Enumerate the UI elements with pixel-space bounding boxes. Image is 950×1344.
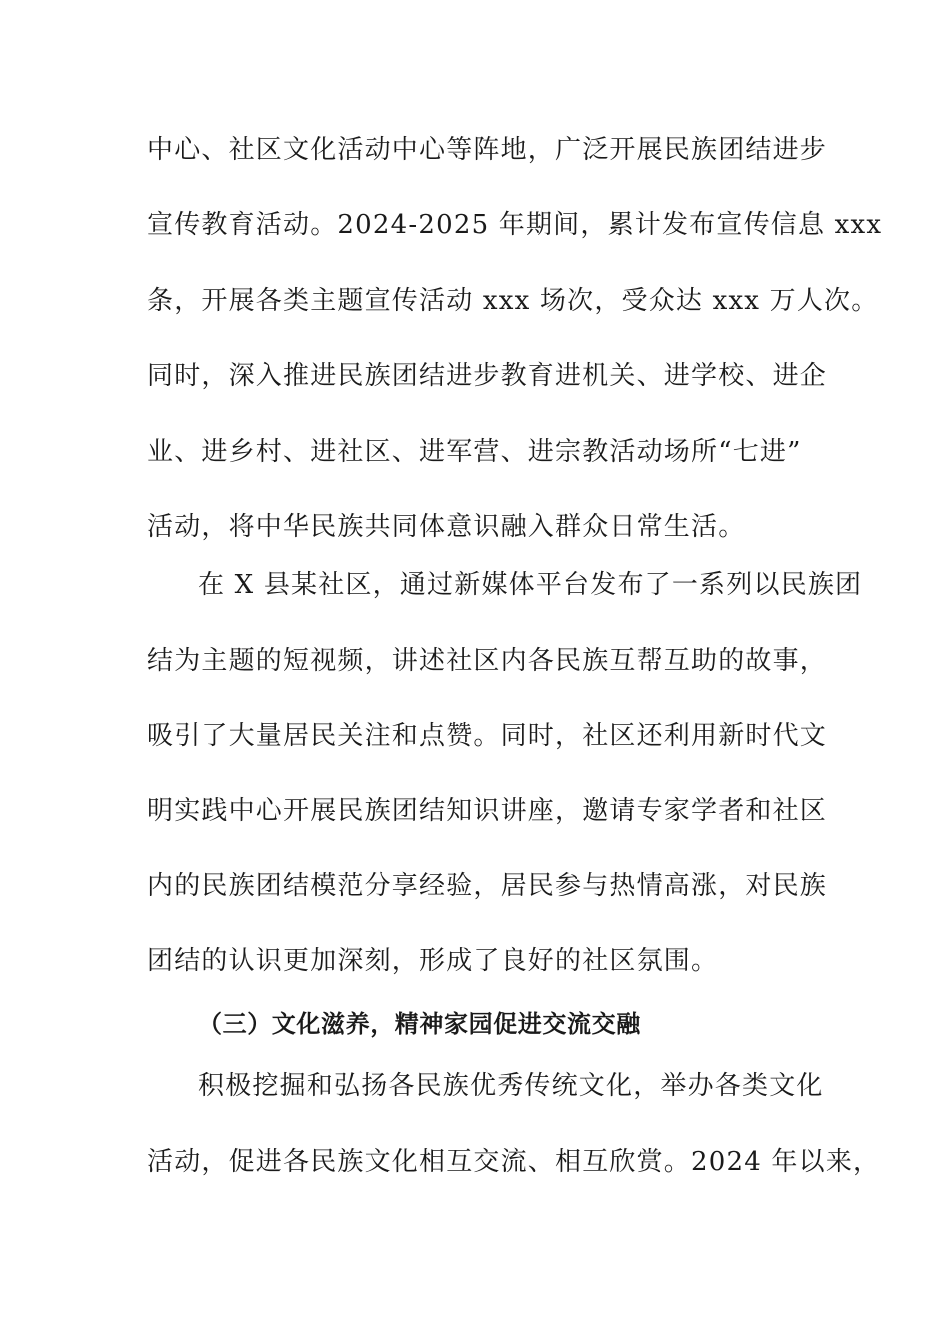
section-heading: （三）文化滋养，精神家园促进交流交融 (198, 1010, 641, 1038)
text-line: 积极挖掘和弘扬各民族优秀传统文化，举办各类文化 (198, 1071, 824, 1101)
text-line: 活动，将中华民族共同体意识融入群众日常生活。 (147, 512, 746, 542)
text-line: 中心、社区文化活动中心等阵地，广泛开展民族团结进步 (147, 135, 828, 165)
text-line: 吸引了大量居民关注和点赞。同时，社区还利用新时代文 (147, 721, 828, 751)
text-line: 同时，深入推进民族团结进步教育进机关、进学校、进企 (147, 361, 828, 391)
text-line: 在 X 县某社区，通过新媒体平台发布了一系列以民族团 (198, 570, 863, 600)
text-line: 团结的认识更加深刻，形成了良好的社区氛围。 (147, 946, 719, 976)
text-line: 明实践中心开展民族团结知识讲座，邀请专家学者和社区 (147, 796, 828, 826)
text-line: 内的民族团结模范分享经验，居民参与热情高涨，对民族 (147, 871, 828, 901)
text-line: 宣传教育活动。2024-2025 年期间，累计发布宣传信息 xxx (147, 210, 883, 240)
text-line: 业、进乡村、进社区、进军营、进宗教活动场所“七进” (147, 437, 802, 467)
text-line: 结为主题的短视频，讲述社区内各民族互帮互助的故事， (147, 646, 828, 676)
text-line: 条，开展各类主题宣传活动 xxx 场次，受众达 xxx 万人次。 (147, 286, 879, 316)
text-line: 活动，促进各民族文化相互交流、相互欣赏。2024 年以来， (147, 1147, 881, 1177)
